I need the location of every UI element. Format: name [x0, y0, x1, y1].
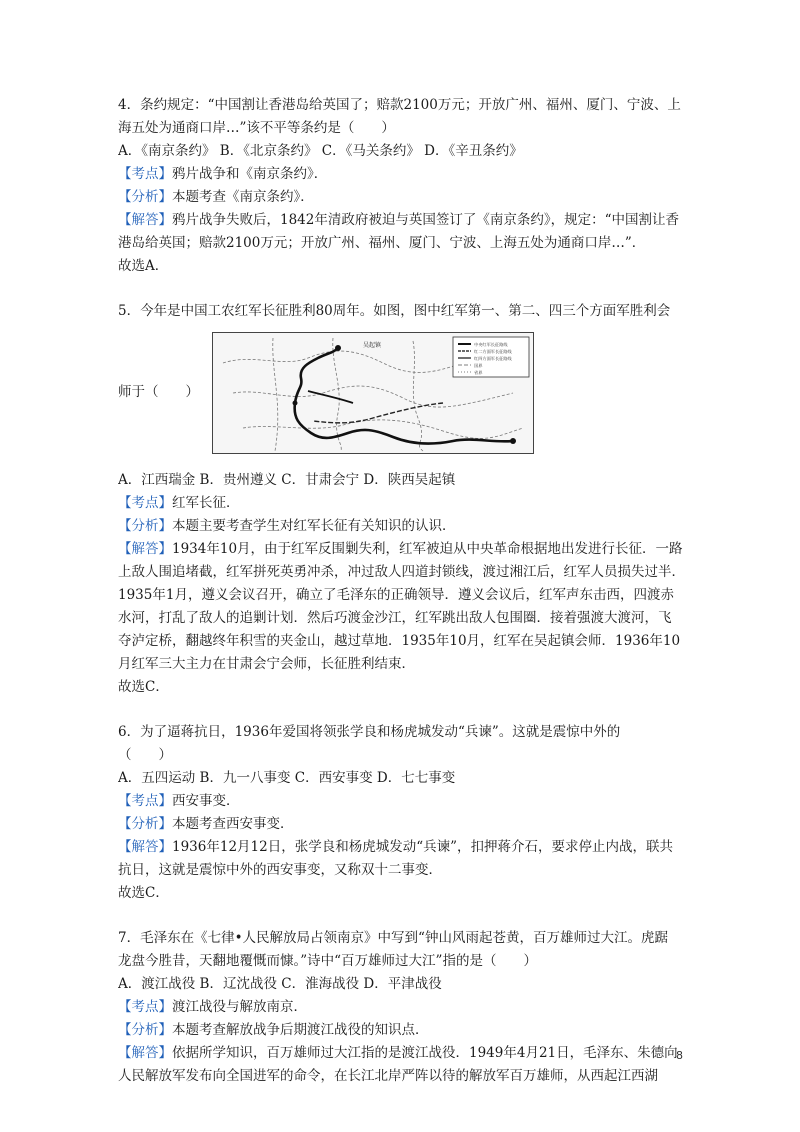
jieda-text: 鸦片战争失败后，1842年清政府被迫与英国签订了《南京条约》，规定：“中国割让香 [172, 212, 680, 228]
jieda-line: 夺泸定桥，翻越终年积雪的夹金山，越过草地．1935年10月，红军在吴起镇会师．1936年10 [118, 633, 681, 649]
fenxi-text: 本题考查西安事变． [172, 816, 294, 832]
kaodian-line [118, 492, 688, 515]
answer-line: 故选C． [118, 885, 169, 901]
jieda-tag: 【解答】 [118, 1045, 172, 1061]
question-stem-line: 6．为了逼蒋抗日，1936年爱国将领张学良和杨虎城发动“兵谏”。这就是震惊中外的 [118, 724, 621, 740]
question-7 [118, 927, 688, 1088]
jieda-line [118, 1042, 688, 1065]
jieda-line [118, 538, 688, 561]
kaodian-tag: 【考点】 [118, 166, 172, 182]
fenxi-text: 本题主要考查学生对红军长征有关知识的认识． [172, 518, 456, 534]
map-place-label: 吴起镇 [363, 341, 382, 349]
fenxi-line [118, 515, 688, 538]
question-4 [118, 94, 688, 278]
jieda-tag: 【解答】 [118, 212, 172, 228]
question-options: A．渡江战役 B．辽沈战役 C．淮海战役 D．平津战役 [118, 976, 442, 992]
jieda-line [118, 209, 688, 232]
question-5 [118, 300, 688, 699]
kaodian-line [118, 996, 688, 1019]
question-stem-line: 4．条约规定：“中国割让香港岛给英国了；赔款2100万元；开放广州、福州、厦门、宁波、上 [118, 97, 681, 113]
map-legend-item: 红四方面军长征路线 [474, 355, 512, 361]
kaodian-tag: 【考点】 [118, 793, 172, 809]
jieda-line: 港岛给英国；赔款2100万元；开放广州、福州、厦门、宁波、上海五处为通商口岸…”． [118, 235, 646, 251]
fenxi-line [118, 186, 688, 209]
question-options: A．五四运动 B．九一八事变 C．西安事变 D．七七事变 [118, 770, 456, 786]
jieda-tag: 【解答】 [118, 839, 172, 855]
fenxi-tag: 【分析】 [118, 189, 172, 205]
jieda-line: 抗日，这就是震惊中外的西安事变，又称双十二事变． [118, 862, 442, 878]
map-legend-item: 省界 [474, 369, 483, 375]
map-legend-item: 中央红军长征路线 [474, 341, 508, 347]
jieda-text: 1934年10月，由于红军反围剿失利，红军被迫从中央革命根据地出发进行长征．一路 [172, 541, 683, 557]
kaodian-tag: 【考点】 [118, 999, 172, 1015]
question-stem-line: 海五处为通商口岸…”该不平等条约是（ ） [118, 120, 395, 136]
question-stem-prefix: 师于（ ） [118, 384, 199, 400]
fenxi-tag: 【分析】 [118, 816, 172, 832]
jieda-line: 水河，打乱了敌人的追剿计划．然后巧渡金沙江，红军跳出敌人包围圈．接着强渡大渡河，飞 [118, 610, 672, 626]
question-stem-line: （ ） [118, 747, 172, 763]
long-march-map [212, 332, 534, 454]
page-content [118, 94, 688, 1088]
kaodian-text: 鸦片战争和《南京条约》． [172, 166, 328, 182]
question-options: A．江西瑞金 B．贵州遵义 C．甘肃会宁 D．陕西吴起镇 [118, 472, 456, 488]
page-number: 8 [676, 1049, 683, 1062]
jieda-line: 上敌人围追堵截，红军拼死英勇冲杀，冲过敌人四道封锁线，渡过湘江后，红军人员损失过半． [118, 564, 685, 580]
jieda-line [118, 836, 688, 859]
question-stem-line: 5．今年是中国工农红军长征胜利80周年。如图，图中红军第一、第二、四三个方面军胜利会 [118, 303, 671, 319]
jieda-line: 人民解放军发布向全国进军的命令，在长江北岸严阵以待的解放军百万雄师，从西起江西湖 [118, 1068, 658, 1084]
map-legend-item: 国界 [474, 362, 483, 368]
question-map-row [118, 324, 688, 461]
kaodian-text: 渡江战役与解放南京． [172, 999, 307, 1015]
fenxi-tag: 【分析】 [118, 1022, 172, 1038]
fenxi-text: 本题考查《南京条约》． [172, 189, 314, 205]
fenxi-line [118, 1019, 688, 1042]
jieda-line: 1935年1月，遵义会议召开，确立了毛泽东的正确领导．遵义会议后，红军声东击西，四渡赤 [118, 587, 674, 603]
fenxi-tag: 【分析】 [118, 518, 172, 534]
kaodian-line [118, 163, 688, 186]
question-6 [118, 721, 688, 905]
map-drawing [213, 333, 533, 453]
question-stem-line: 龙盘今胜昔，天翻地覆慨而慷。”诗中“百万雄师过大江”指的是（ ） [118, 953, 537, 969]
fenxi-line [118, 813, 688, 836]
map-legend-item: 红二方面军长征路线 [474, 348, 512, 354]
jieda-tag: 【解答】 [118, 541, 172, 557]
kaodian-text: 西安事变． [172, 793, 240, 809]
kaodian-line [118, 790, 688, 813]
question-stem-line: 7．毛泽东在《七律•人民解放局占领南京》中写到“钟山风雨起苍黄，百万雄师过大江。虎踞 [118, 930, 668, 946]
jieda-line: 月红军三大主力在甘肃会宁会师，长征胜利结束． [118, 656, 415, 672]
jieda-text: 1936年12月12日，张学良和杨虎城发动“兵谏”，扣押蒋介石，要求停止内战，联共 [172, 839, 674, 855]
jieda-text: 依据所学知识，百万雄师过大江指的是渡江战役．1949年4月21日，毛泽东、朱德向 [172, 1045, 678, 1061]
fenxi-text: 本题考查解放战争后期渡江战役的知识点． [172, 1022, 429, 1038]
kaodian-tag: 【考点】 [118, 495, 172, 511]
kaodian-text: 红军长征． [172, 495, 240, 511]
answer-line: 故选A． [118, 258, 169, 274]
question-options: A．《南京条约》 B．《北京条约》 C．《马关条约》 D．《辛丑条约》 [118, 143, 523, 159]
answer-line: 故选C． [118, 679, 169, 695]
